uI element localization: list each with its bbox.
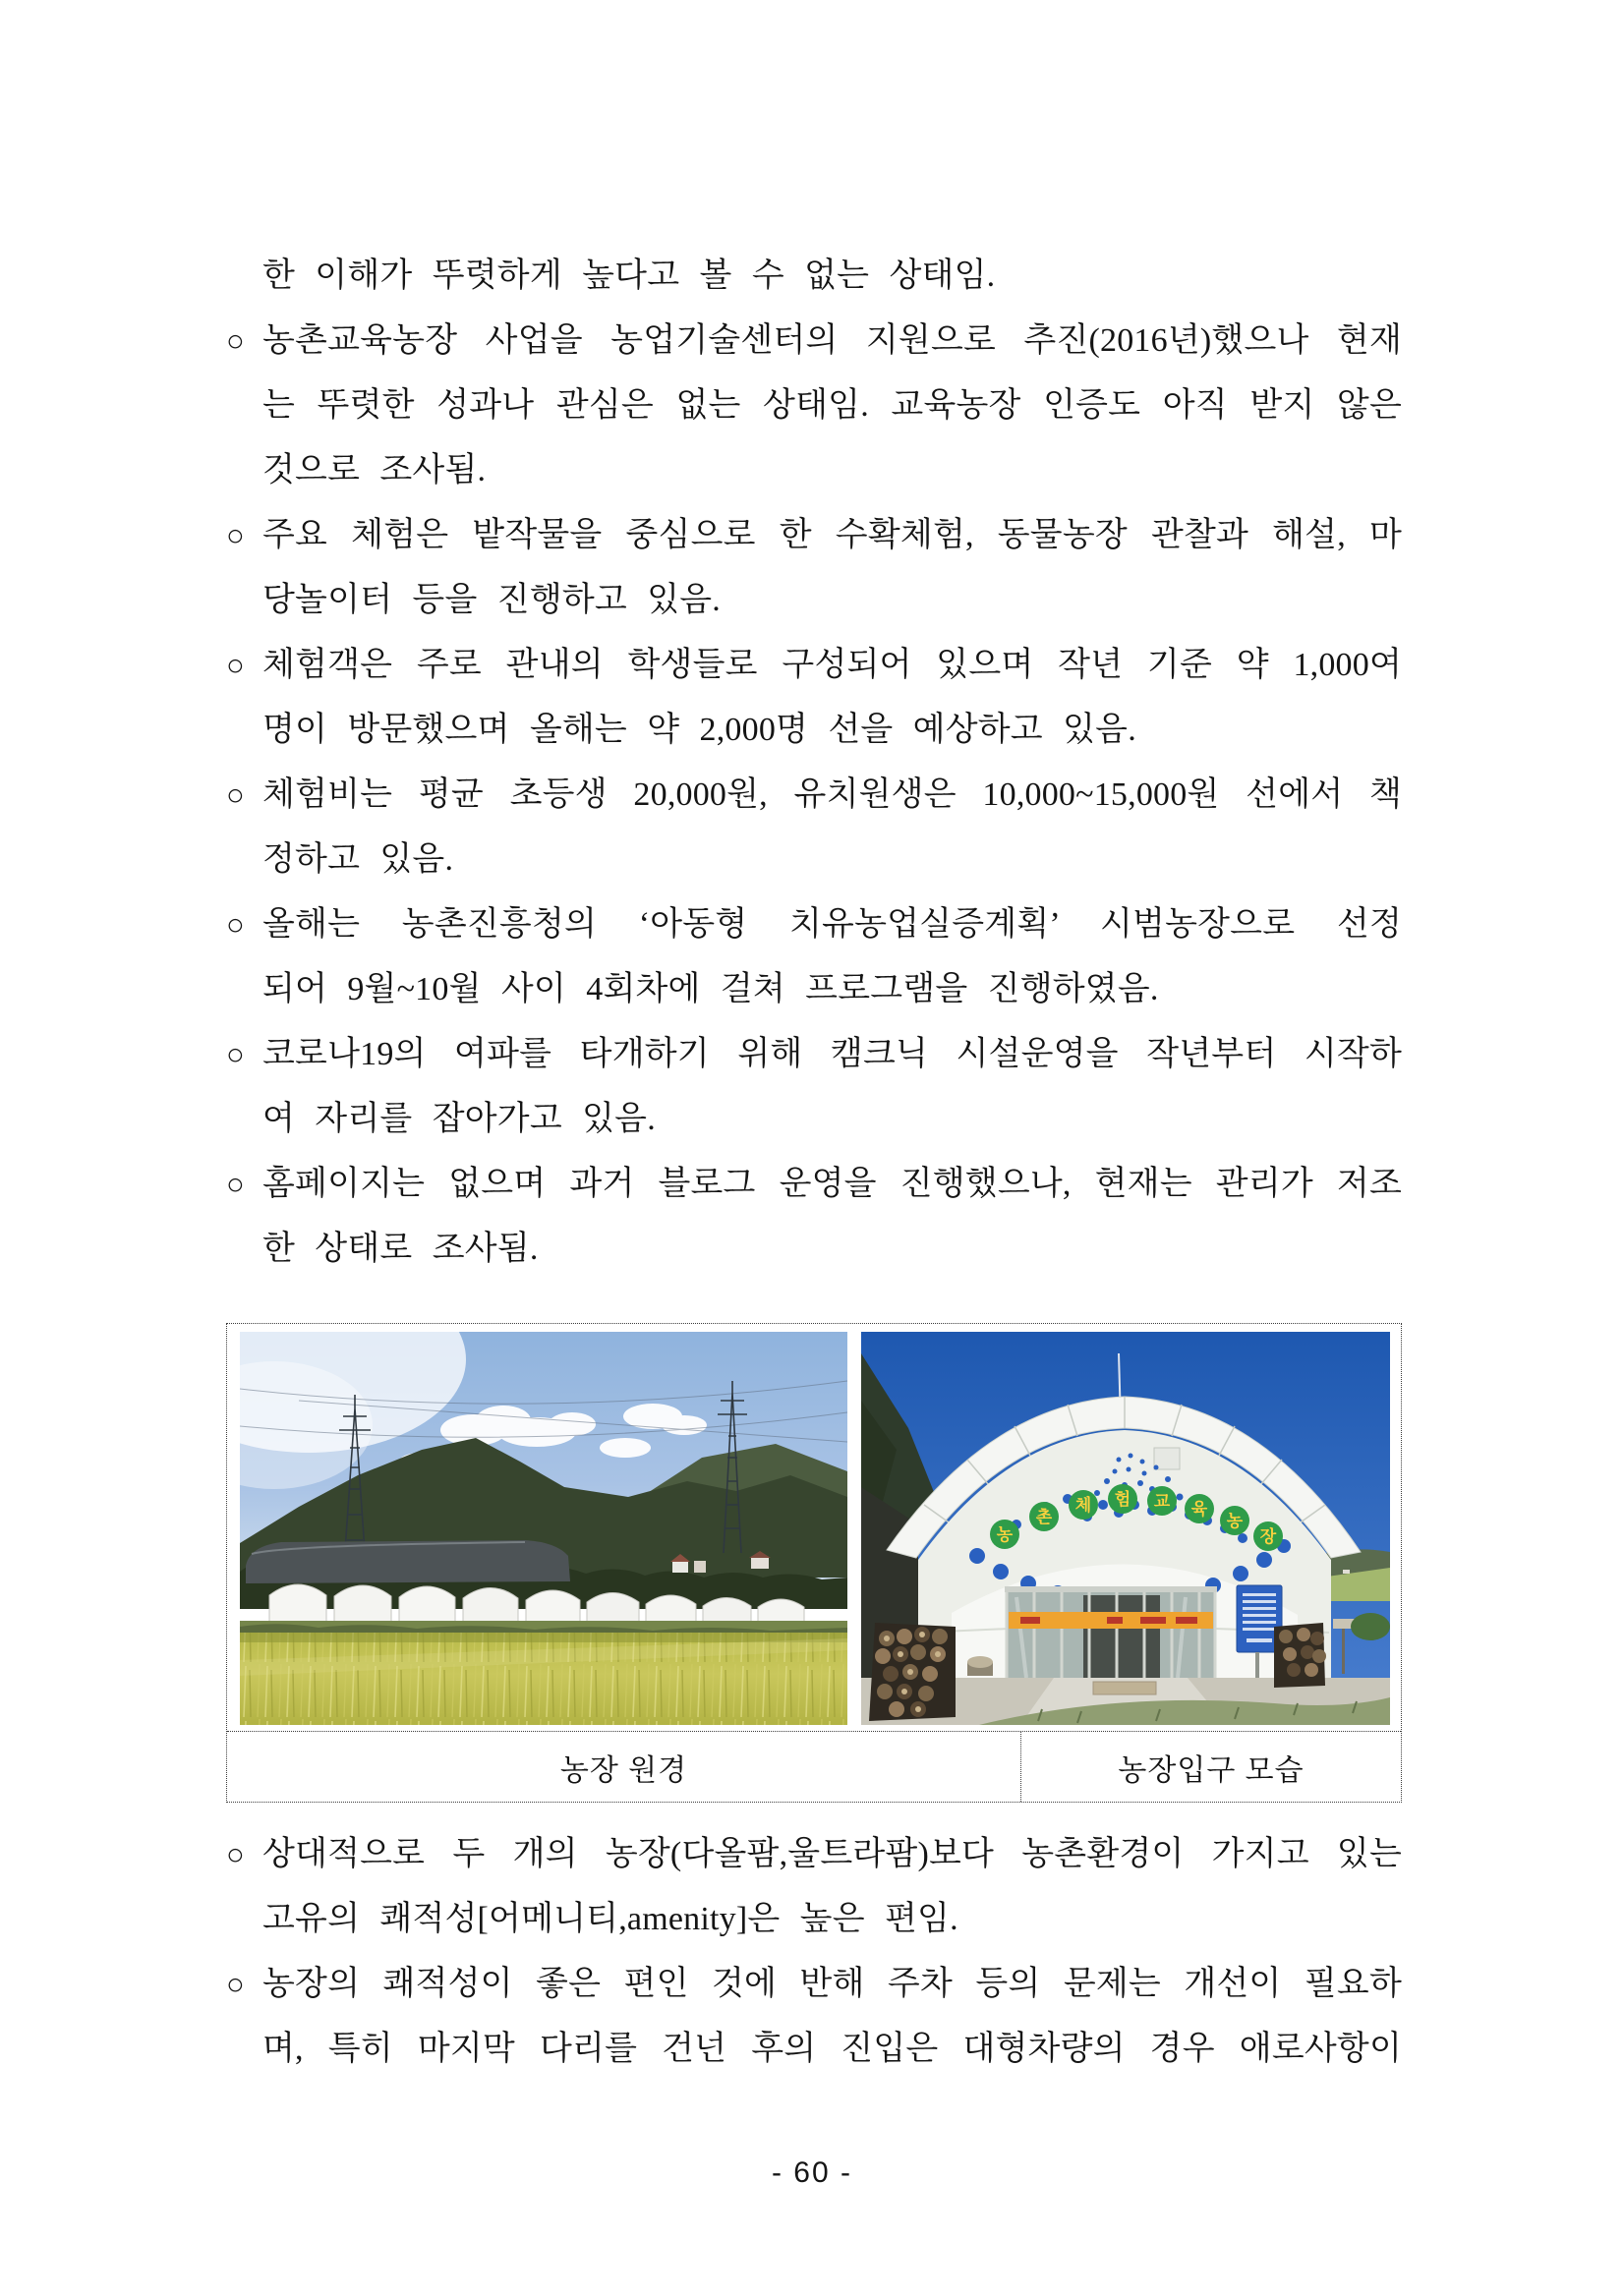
intro-paragraph	[226, 244, 1402, 309]
bullet-item	[226, 1152, 1402, 1282]
text-line: 는 뚜렷한 성과나 관심은 없는 상태임. 교육농장 인증도 아직 받지 않은	[262, 387, 1402, 424]
text-line: 농장의 쾌적성이 좋은 편인 것에 반해 주차 등의 문제는 개선이 필요하	[262, 1966, 1402, 2002]
circle-bullet-marker: ○	[226, 907, 245, 942]
firewood-pile-right	[1274, 1623, 1326, 1688]
upper-text-block	[226, 244, 1402, 1282]
caption-row	[227, 1731, 1401, 1802]
svg-text:촌: 촌	[1035, 1508, 1053, 1526]
bullet-item	[226, 763, 1402, 892]
lower-text-block	[226, 1822, 1402, 2082]
quonset-building	[246, 1540, 570, 1583]
bullet-item	[226, 892, 1402, 1022]
page-number: - 60 -	[771, 2156, 853, 2189]
text-line: 상대적으로 두 개의 농장(다올팜,울트라팜)보다 농촌환경이 가지고 있는	[262, 1836, 1402, 1872]
bullet-item	[226, 503, 1402, 633]
svg-text:장: 장	[1259, 1527, 1277, 1546]
rice-field	[240, 1633, 847, 1725]
svg-text:농: 농	[996, 1525, 1014, 1544]
svg-text:체: 체	[1074, 1496, 1092, 1515]
text-line: 며, 특히 마지막 다리를 건넌 후의 진입은 대형차량의 경우 애로사항이	[262, 2031, 1402, 2067]
circle-bullet-marker: ○	[226, 518, 245, 552]
text-line: 당놀이터 등을 진행하고 있음.	[262, 582, 722, 618]
text-line: 여 자리를 잡아가고 있음.	[262, 1101, 656, 1137]
text-line: 농촌교육농장 사업을 농업기술센터의 지원으로 추진(2016년)했으나 현재	[262, 322, 1402, 359]
text-line: 명이 방문했으며 올해는 약 2,000명 선을 예상하고 있음.	[262, 712, 1136, 748]
right-photo-caption: 농장입구 모습	[1118, 1753, 1305, 1787]
circle-bullet-marker: ○	[226, 777, 245, 812]
svg-text:농: 농	[1226, 1512, 1244, 1530]
circle-bullet-marker: ○	[226, 648, 245, 682]
text-line: 체험비는 평균 초등생 20,000원, 유치원생은 10,000~15,000원 선에서 책	[262, 776, 1402, 813]
doormat	[1093, 1682, 1156, 1694]
svg-text:육: 육	[1190, 1500, 1208, 1519]
circle-bullet-marker: ○	[226, 1967, 245, 2001]
entrance-doors	[1005, 1586, 1217, 1682]
tree-stump	[967, 1656, 993, 1676]
text-line: 것으로 조사됨.	[262, 452, 487, 488]
text-line: 한 상태로 조사됨.	[262, 1231, 539, 1267]
circle-bullet-marker: ○	[226, 323, 245, 358]
farm-landscape-photo	[240, 1332, 847, 1725]
bullet-item	[226, 633, 1402, 763]
photo-table	[226, 1323, 1402, 1803]
text-line: 한 이해가 뚜렷하게 높다고 볼 수 없는 상태임.	[262, 258, 996, 294]
shrub	[1351, 1613, 1390, 1640]
svg-text:험: 험	[1114, 1490, 1131, 1509]
text-line: 되어 9월~10월 사이 4회차에 걸쳐 프로그램을 진행하였음.	[262, 971, 1159, 1007]
circle-bullet-marker: ○	[226, 1037, 245, 1071]
farm-entrance-photo	[861, 1332, 1390, 1725]
text-line: 올해는 농촌진흥청의 ‘아동형 치유농업실증계획’ 시범농장으로 선정	[262, 906, 1402, 943]
circle-bullet-marker: ○	[226, 1167, 245, 1201]
left-photo-caption: 농장 원경	[227, 1732, 1021, 1802]
firewood-pile-left	[869, 1623, 956, 1721]
circle-bullet-marker: ○	[226, 1837, 245, 1871]
orange-banner	[1009, 1612, 1213, 1629]
bullet-item	[226, 1022, 1402, 1152]
text-line: 체험객은 주로 관내의 학생들로 구성되어 있으며 작년 기준 약 1,000여	[262, 647, 1402, 683]
bullet-item	[226, 1822, 1402, 1952]
text-line: 홈페이지는 없으며 과거 블로그 운영을 진행했으나, 현재는 관리가 저조	[262, 1166, 1402, 1202]
text-line: 정하고 있음.	[262, 841, 454, 878]
text-line: 주요 체험은 밭작물을 중심으로 한 수확체험, 동물농장 관찰과 해설, 마	[262, 517, 1402, 553]
text-line: 고유의 쾌적성[어메니티,amenity]은 높은 편임.	[262, 1901, 958, 1937]
text-line: 코로나19의 여파를 타개하기 위해 캠크닉 시설운영을 작년부터 시작하	[262, 1036, 1402, 1072]
svg-text:교: 교	[1153, 1492, 1171, 1511]
bullet-item	[226, 309, 1402, 503]
bullet-item	[226, 1952, 1402, 2082]
farm-landscape-illustration	[240, 1332, 847, 1725]
farm-entrance-illustration	[861, 1332, 1390, 1725]
